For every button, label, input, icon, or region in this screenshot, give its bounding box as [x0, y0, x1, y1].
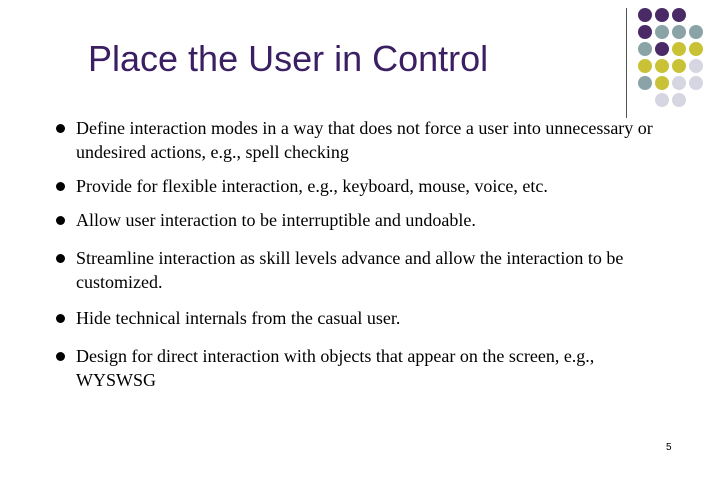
decorative-dot: [689, 59, 703, 73]
slide-title: Place the User in Control: [88, 38, 489, 79]
decorative-dot: [672, 76, 686, 90]
bullet-item: [56, 306, 656, 330]
bullet-dot-icon: [56, 352, 65, 361]
bullet-dot-icon: [56, 124, 65, 133]
bullet-text: Define interaction modes in a way that does not force a user into unnecessary or undesired actions, e.g., spell checking: [76, 118, 653, 162]
decorative-dot: [655, 59, 669, 73]
bullet-item: [56, 208, 656, 232]
bullet-dot-icon: [56, 254, 65, 263]
decorative-dot: [672, 25, 686, 39]
decorative-dot: [689, 25, 703, 39]
bullet-dot-icon: [56, 182, 65, 191]
bullet-text: Provide for flexible interaction, e.g., keyboard, mouse, voice, etc.: [76, 176, 548, 196]
decorative-dot: [655, 42, 669, 56]
bullet-item: [56, 116, 656, 164]
bullet-dot-icon: [56, 216, 65, 225]
decorative-dot: [638, 76, 652, 90]
decorative-dot: [638, 25, 652, 39]
bullet-item: [56, 246, 656, 294]
decorative-dot: [638, 42, 652, 56]
slide-number: 5: [666, 442, 672, 453]
decorative-dot: [689, 76, 703, 90]
decorative-dot: [655, 76, 669, 90]
bullet-text: Design for direct interaction with objects that appear on the screen, e.g., WYSWSG: [76, 346, 595, 390]
bullet-text: Allow user interaction to be interruptible and undoable.: [76, 210, 476, 230]
bullet-text: Hide technical internals from the casual user.: [76, 308, 401, 328]
bullet-dot-icon: [56, 314, 65, 323]
decorative-dot: [638, 8, 652, 22]
decorative-dot: [672, 59, 686, 73]
bullet-text: Streamline interaction as skill levels advance and allow the interaction to be customized.: [76, 248, 624, 292]
decorative-dot: [672, 8, 686, 22]
bullet-item: [56, 174, 656, 198]
title-divider-line: [626, 8, 627, 118]
decorative-dot: [689, 42, 703, 56]
decorative-dot: [655, 25, 669, 39]
bullet-item: [56, 344, 656, 392]
decorative-dot: [655, 93, 669, 107]
decorative-dot: [655, 8, 669, 22]
decorative-dot: [672, 42, 686, 56]
decorative-dot: [672, 93, 686, 107]
decorative-dot: [638, 59, 652, 73]
decorative-dot-grid: [638, 8, 720, 108]
